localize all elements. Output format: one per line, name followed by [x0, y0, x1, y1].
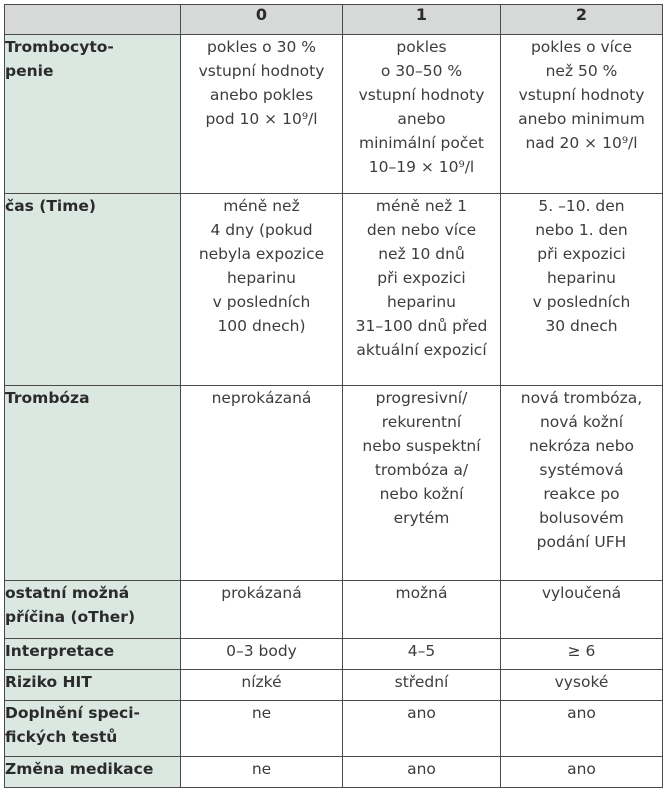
row-label-text: Doplnění speci- fických testů	[5, 704, 140, 746]
hit-score-table	[4, 4, 663, 788]
table-row	[5, 35, 663, 194]
row-label-text: Trombocyto- penie	[5, 38, 114, 80]
cell-score-2	[501, 670, 663, 701]
cell-text: střední	[394, 673, 449, 691]
cell-score-0	[181, 581, 343, 639]
header-score-2: 2	[501, 5, 663, 35]
header-score-1: 1	[343, 5, 501, 35]
cell-text: ne	[251, 704, 272, 722]
cell-score-1	[343, 194, 501, 386]
cell-score-2	[501, 386, 663, 581]
cell-text: ano	[567, 704, 596, 722]
row-label-text: Trombóza	[5, 389, 90, 407]
cell-score-1	[343, 757, 501, 788]
header-score-0: 0	[181, 5, 343, 35]
row-label-text: ostatní možná příčina (oTher)	[5, 584, 136, 626]
cell-text: 5. –10. den nebo 1. den při expozici heparinu v posledních 30 dnech	[532, 197, 631, 335]
cell-score-0	[181, 701, 343, 757]
row-label-specific-tests	[5, 701, 181, 757]
row-label-text: Interpretace	[5, 642, 115, 660]
table-row	[5, 701, 663, 757]
cell-text: 0–3 body	[226, 642, 297, 660]
cell-text: vyloučená	[541, 584, 622, 602]
table-row	[5, 639, 663, 670]
row-label-interpretation	[5, 639, 181, 670]
row-label-thrombosis	[5, 386, 181, 581]
cell-text: vysoké	[554, 673, 609, 691]
row-label-medication-change	[5, 757, 181, 788]
cell-text: pokles o více než 50 % vstupní hodnoty anebo minimum nad 20 × 10⁹/l	[518, 38, 645, 152]
header-corner-cell	[5, 5, 181, 35]
cell-score-2	[501, 757, 663, 788]
cell-text: ≥ 6	[567, 642, 596, 660]
cell-score-0	[181, 670, 343, 701]
cell-score-2	[501, 35, 663, 194]
cell-score-2	[501, 701, 663, 757]
cell-text: pokles o 30 % vstupní hodnoty anebo pokles pod 10 × 10⁹/l	[198, 38, 325, 128]
cell-score-1	[343, 581, 501, 639]
cell-score-1	[343, 386, 501, 581]
table-row	[5, 757, 663, 788]
row-label-time	[5, 194, 181, 386]
table-row	[5, 581, 663, 639]
cell-text: ano	[407, 760, 436, 778]
cell-score-2	[501, 639, 663, 670]
cell-score-0	[181, 639, 343, 670]
cell-text: ne	[251, 760, 272, 778]
cell-text: 4–5	[407, 642, 436, 660]
cell-score-1	[343, 639, 501, 670]
cell-text: prokázaná	[221, 584, 302, 602]
cell-score-1	[343, 35, 501, 194]
cell-text: možná	[395, 584, 448, 602]
cell-score-0	[181, 194, 343, 386]
header-row	[5, 5, 663, 35]
cell-text: ano	[407, 704, 436, 722]
cell-text: progresivní/ rekurentní nebo suspektní trombóza a/ nebo kožní erytém	[362, 389, 481, 527]
cell-score-1	[343, 670, 501, 701]
cell-text: nízké	[241, 673, 282, 691]
cell-text: ano	[567, 760, 596, 778]
row-label-other-cause	[5, 581, 181, 639]
cell-score-2	[501, 581, 663, 639]
cell-score-0	[181, 35, 343, 194]
table-row	[5, 194, 663, 386]
row-label-text: čas (Time)	[5, 197, 96, 215]
cell-score-0	[181, 757, 343, 788]
cell-score-0	[181, 386, 343, 581]
cell-score-2	[501, 194, 663, 386]
table-row	[5, 670, 663, 701]
cell-text: neprokázaná	[211, 389, 312, 407]
row-label-thrombocytopenia	[5, 35, 181, 194]
row-label-text: Riziko HIT	[5, 673, 92, 691]
row-label-hit-risk	[5, 670, 181, 701]
cell-text: pokles o 30–50 % vstupní hodnoty anebo minimální počet 10–19 × 10⁹/l	[358, 38, 485, 176]
table-row	[5, 386, 663, 581]
cell-score-1	[343, 701, 501, 757]
cell-text: nová trombóza, nová kožní nekróza nebo systémová reakce po bolusovém podání UFH	[520, 389, 643, 551]
row-label-text: Změna medikace	[5, 760, 154, 778]
cell-text: méně než 1 den nebo více než 10 dnů při expozici heparinu 31–100 dnů před aktuální expozicí	[355, 197, 488, 359]
cell-text: méně než 4 dny (pokud nebyla expozice heparinu v posledních 100 dnech)	[198, 197, 325, 335]
